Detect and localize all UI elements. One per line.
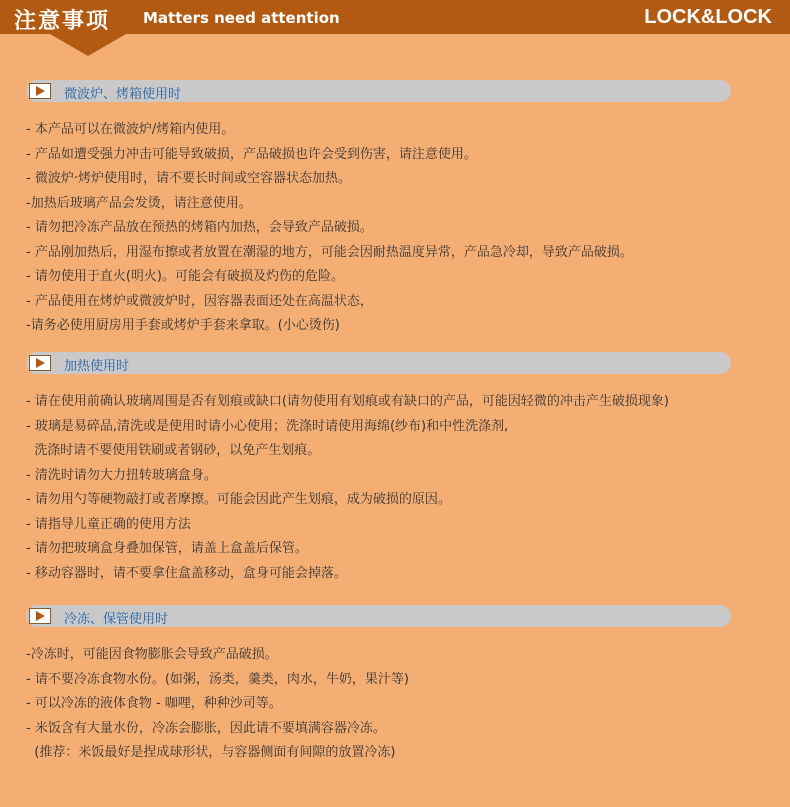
section-bar-freezing bbox=[26, 605, 731, 627]
header-title-en: Matters need attention bbox=[143, 9, 340, 27]
section-list-freezing bbox=[26, 643, 409, 766]
list-item: - 可以冷冻的液体食物 - 咖哩，种种沙司等。 bbox=[26, 696, 282, 711]
header-bar bbox=[0, 0, 790, 34]
section-bar-microwave bbox=[26, 80, 731, 102]
list-item: - 请指导儿童正确的使用方法 bbox=[26, 516, 191, 532]
list-item: 洗涤时请不要使用铁刷或者钢砂，以免产生划痕。 bbox=[26, 443, 321, 458]
header-title-cn: 注意事项 bbox=[14, 9, 111, 34]
play-icon bbox=[29, 608, 51, 624]
section-bar-heating bbox=[26, 352, 731, 374]
list-item: -请务必使用厨房用手套或烤炉手套来拿取。(小心烫伤) bbox=[26, 318, 340, 333]
list-item: - 微波炉·烤炉使用时，请不要长时间或空容器状态加热。 bbox=[26, 171, 351, 186]
play-icon bbox=[29, 83, 51, 99]
list-item: -加热后玻璃产品会发烫，请注意使用。 bbox=[26, 195, 252, 211]
list-item: -冷冻时，可能因食物膨胀会导致产品破损。 bbox=[26, 647, 278, 662]
section-title: 冷冻、保管使用时 bbox=[64, 612, 169, 627]
section-title: 微波炉、烤箱使用时 bbox=[64, 87, 182, 102]
list-item: - 请在使用前确认玻璃周围是否有划痕或缺口(请勿使用有划痕或有缺口的产品，可能因轻微的冲击产生破损现象) bbox=[26, 394, 669, 409]
list-item: - 产品如遭受强力冲击可能导致破损，产品破损也许会受到伤害，请注意使用。 bbox=[26, 146, 477, 162]
list-item: - 请勿把玻璃盒身叠加保管，请盖上盒盖后保管。 bbox=[26, 541, 308, 556]
brand-logo-text: LOCK&LOCK bbox=[644, 6, 772, 28]
section-list-microwave bbox=[26, 118, 633, 339]
list-item: - 产品刚加热后，用湿布擦或者放置在潮湿的地方，可能会因耐热温度异常，产品急冷却，导致产品破损。 bbox=[26, 244, 633, 260]
list-item: - 玻璃是易碎品,清洗或是使用时请小心使用；洗涤时请使用海绵(纱布)和中性洗涤剂, bbox=[26, 418, 509, 434]
header-notch bbox=[50, 34, 126, 56]
list-item: - 请勿使用于直火(明火)。可能会有破损及灼伤的危险。 bbox=[26, 269, 344, 284]
list-item: - 本产品可以在微波炉/烤箱内使用。 bbox=[26, 122, 235, 137]
list-item: - 米饭含有大量水份，冷冻会膨胀，因此请不要填满容器冷冻。 bbox=[26, 720, 386, 736]
list-item: (推荐：米饭最好是捏成球形状，与容器侧面有间隙的放置冷冻) bbox=[26, 745, 396, 760]
list-item: - 请勿把冷冻产品放在预热的烤箱内加热，会导致产品破损。 bbox=[26, 220, 373, 235]
list-item: - 移动容器时，请不要拿住盒盖移动，盒身可能会掉落。 bbox=[26, 565, 347, 581]
list-item: - 产品使用在烤炉或微波炉时，因容器表面还处在高温状态， bbox=[26, 293, 373, 309]
list-item: - 请不要冷冻食物水份。(如粥，汤类，羹类，肉水，牛奶，果汁等) bbox=[26, 671, 409, 687]
list-item: - 请勿用勺等硬物敲打或者摩擦。可能会因此产生划痕，成为破损的原因。 bbox=[26, 492, 451, 507]
section-title: 加热使用时 bbox=[64, 359, 130, 374]
section-list-heating bbox=[26, 390, 669, 586]
list-item: - 清洗时请勿大力扭转玻璃盒身。 bbox=[26, 467, 217, 483]
play-icon bbox=[29, 355, 51, 371]
